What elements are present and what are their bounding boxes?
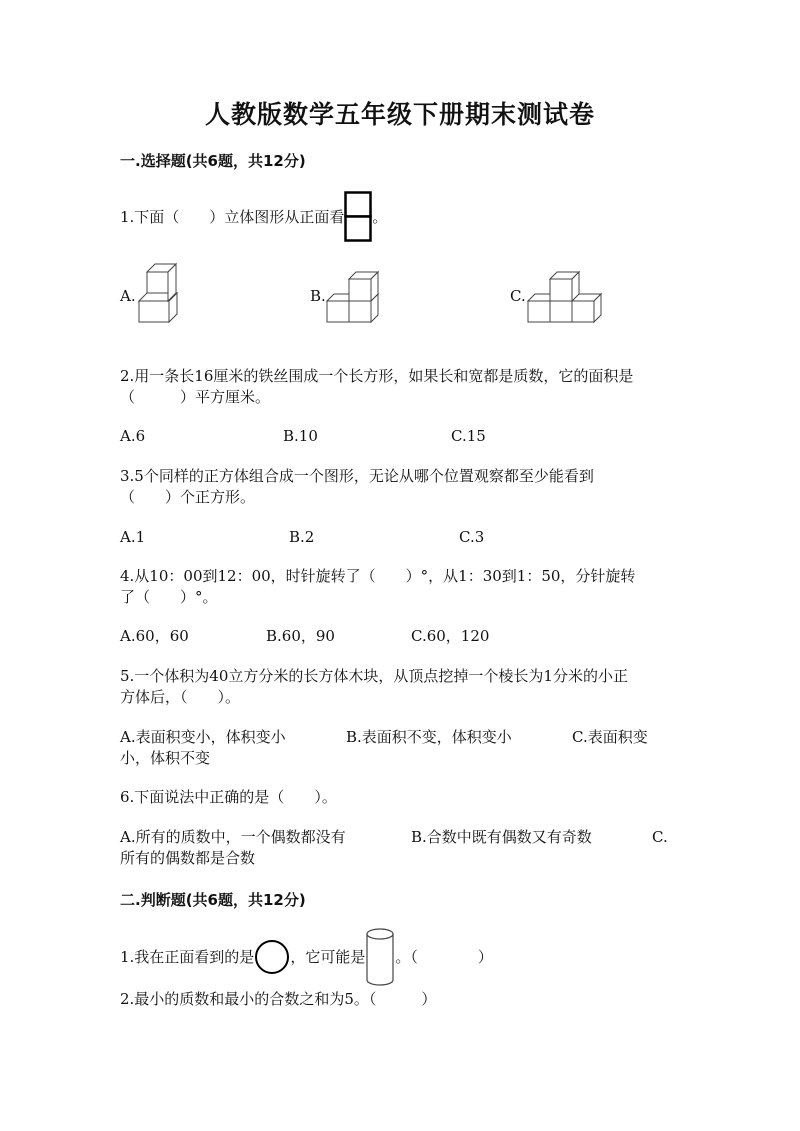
circle-icon <box>254 939 290 975</box>
option-a[interactable]: A.6 <box>120 427 146 445</box>
judge-2: 2.最小的质数和最小的合数之和为5。（ ） <box>120 990 437 1008</box>
question-5-line1: 5.一个体积为40立方分米的长方体木块，从顶点挖掉一个棱长为1分米的小正 <box>120 667 628 685</box>
question-2-line2: （ ）平方厘米。 <box>120 388 271 406</box>
question-5-line2: 方体后，（ ）。 <box>120 688 241 706</box>
section-header-judge: 二.判断题(共6题，共12分) <box>120 891 306 909</box>
cubes-a-icon <box>138 262 180 324</box>
question-4-line2: 了（ ）°。 <box>120 588 218 606</box>
option-b[interactable]: B.10 <box>283 427 318 445</box>
option-a[interactable]: A.表面积变小，体积变小 <box>120 728 286 746</box>
option-b[interactable]: B.60，90 <box>266 627 335 645</box>
question-text-middle: ，它可能是 <box>290 948 366 966</box>
option-c[interactable]: C. <box>652 828 668 846</box>
option-a[interactable]: A.60，60 <box>120 627 189 645</box>
option-b[interactable]: B.2 <box>289 528 315 546</box>
option-b[interactable]: B.合数中既有偶数又有奇数 <box>411 828 592 846</box>
question-3-line1: 3.5个同样的正方体组合成一个图形，无论从哪个位置观察都至少能看到 <box>120 467 594 485</box>
option-c-continued: 所有的偶数都是合数 <box>120 849 256 867</box>
option-c[interactable]: C. <box>510 287 526 305</box>
option-c-continued: 小，体积不变 <box>120 749 211 767</box>
option-b[interactable]: B.表面积不变，体积变小 <box>346 728 512 746</box>
option-c[interactable]: C.表面积变 <box>572 728 648 746</box>
option-a[interactable]: A.1 <box>120 528 146 546</box>
question-text-end: 。（ ） <box>395 948 493 966</box>
judge-1 <box>120 926 493 988</box>
cylinder-icon <box>365 926 395 988</box>
question-text: 1.我在正面看到的是 <box>120 948 255 966</box>
question-text: 1.下面（ ）立体图形从正面看 <box>120 208 345 226</box>
question-4-line1: 4.从10：00到12：00，时针旋转了（ ）°，从1：30到1：50，分针旋转 <box>120 567 636 585</box>
section-header-choice: 一.选择题(共6题，共12分) <box>120 152 306 170</box>
page-title: 人教版数学五年级下册期末测试卷 <box>204 100 595 129</box>
question-2-line1: 2.用一条长16厘米的铁丝围成一个长方形，如果长和宽都是质数，它的面积是 <box>120 367 634 385</box>
question-text-end: 。 <box>372 208 388 226</box>
cubes-c-icon <box>527 270 605 324</box>
question-3-line2: （ ）个正方形。 <box>120 488 256 506</box>
option-c[interactable]: C.3 <box>459 528 485 546</box>
question-6: 6.下面说法中正确的是（ ）。 <box>120 788 337 806</box>
cubes-b-icon <box>326 270 382 324</box>
option-c[interactable]: C.15 <box>451 427 486 445</box>
question-1 <box>120 192 387 242</box>
option-b[interactable]: B. <box>310 287 326 305</box>
option-a[interactable]: A. <box>120 287 136 305</box>
front-view-icon <box>344 191 372 243</box>
option-c[interactable]: C.60，120 <box>411 627 490 645</box>
option-a[interactable]: A.所有的质数中，一个偶数都没有 <box>120 828 346 846</box>
